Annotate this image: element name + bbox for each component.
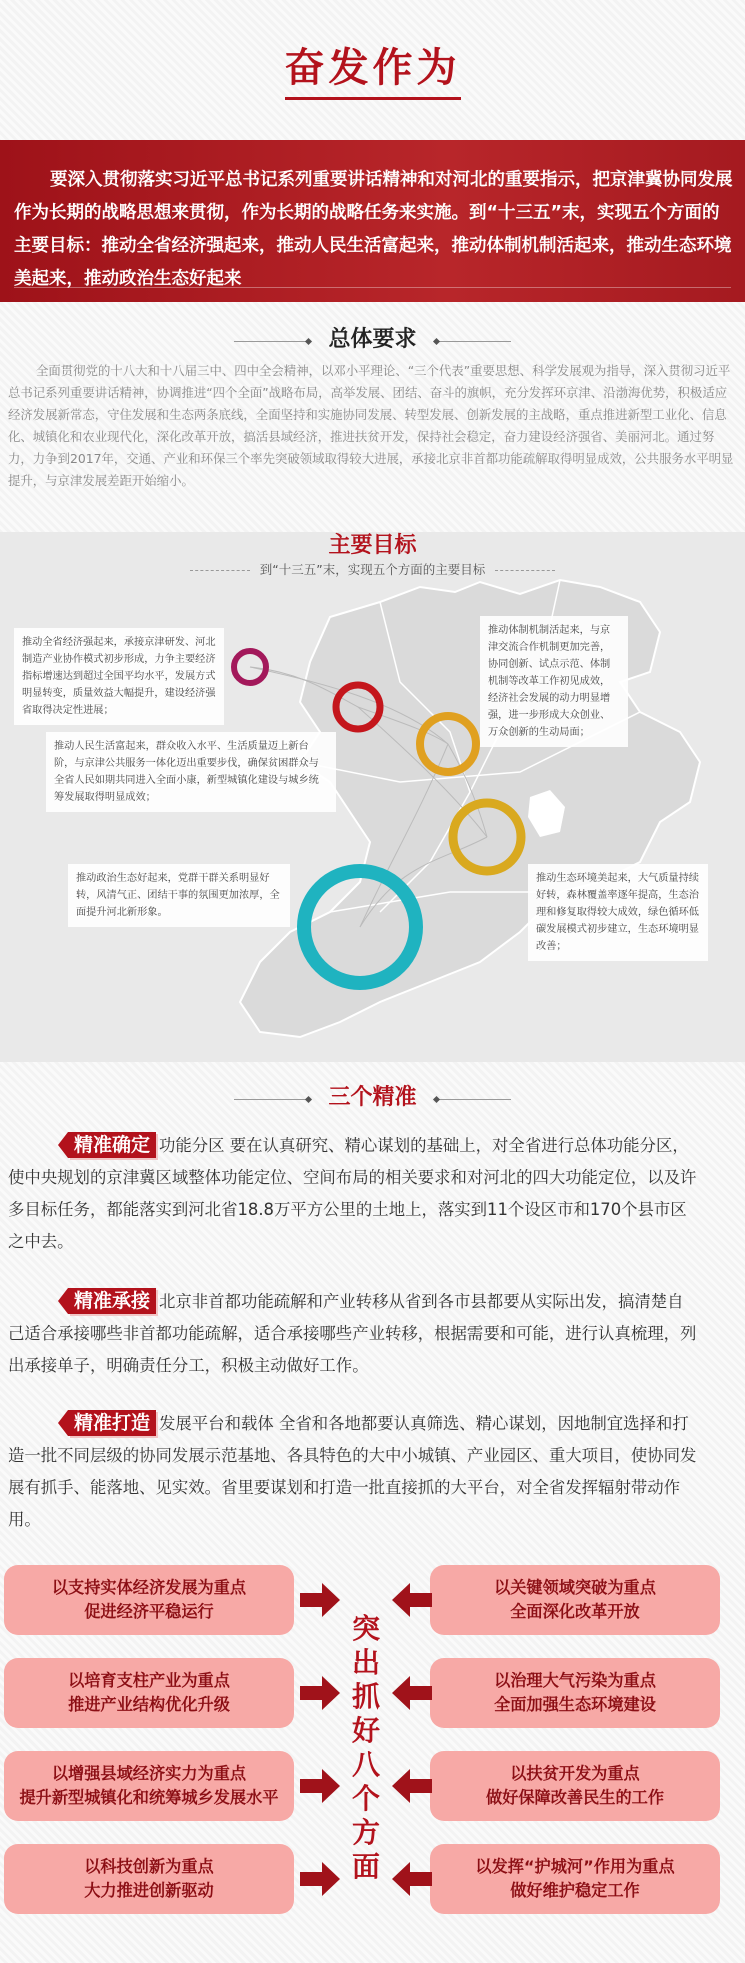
arrow-left-icon — [392, 1583, 432, 1617]
intro-text: 要深入贯彻落实习近平总书记系列重要讲话精神和对河北的重要指示，把京津冀协同发展作为长期的战略思想来贯彻，作为长期的战略任务来实施。到“十三五”末，实现五个方面的主要目标：推动全省经济强起来，推动人民生活富起来，推动体制机制活起来，推动生态环境美起来，推动政治生态好起来 — [14, 170, 733, 289]
arrow-right-icon — [300, 1769, 340, 1803]
heading-line-right — [436, 1099, 511, 1100]
subtitle-dash-left — [190, 570, 250, 571]
focus-left-1-line2: 促进经济平稳运行 — [84, 1602, 214, 1621]
arrow-right-icon — [300, 1862, 340, 1896]
goals-subtitle — [0, 560, 745, 578]
arrow-right-icon — [300, 1676, 340, 1710]
focus-right-1 — [430, 1565, 720, 1635]
focus-left-2-line2: 推进产业结构优化升级 — [68, 1695, 230, 1714]
focus-right-1-line1: 以关键领域突破为重点 — [494, 1578, 656, 1597]
focus-left-1 — [4, 1565, 294, 1635]
precise-tag-3: 精准打造 — [68, 1410, 156, 1436]
precise-item-2 — [8, 1286, 698, 1382]
goal-note-livelihood: 推动人民生活富起来，群众收入水平、生活质量迈上新台阶，与京津公共服务一体化迈出重要步伐，确保贫困群众与全省人民如期共同进入全面小康，新型城镇化建设与城乡统筹发展取得明显成效； — [46, 732, 336, 812]
goals-map-section — [0, 532, 745, 1062]
precise-heading-text: 三个精准 — [328, 1085, 417, 1110]
goal-note-ecology: 推动生态环境美起来，大气质量持续好转，森林覆盖率逐年提高，生态治理和修复取得较大成效，绿色循环低碳发展模式初步建立，生态环境明显改善； — [528, 864, 708, 961]
eight-focus-title: 突出抓好八个方面 — [351, 1612, 380, 1883]
goal-note-institution: 推动体制机制活起来，与京津交流合作机制更加完善，协同创新、试点示范、体制机制等改革工作初见成效，经济社会发展的动力明显增强，进一步形成大众创业、万众创新的生动局面； — [480, 616, 628, 747]
focus-left-4-line1: 以科技创新为重点 — [84, 1857, 214, 1876]
focus-right-1-line2: 全面深化改革开放 — [510, 1602, 640, 1621]
focus-left-4 — [4, 1844, 294, 1914]
focus-right-2-line2: 全面加强生态环境建设 — [494, 1695, 656, 1714]
goals-heading-text: 主要目标 — [328, 533, 417, 558]
focus-left-3-line2: 提升新型城镇化和统筹城乡发展水平 — [19, 1788, 279, 1807]
precise-heading — [0, 1080, 745, 1111]
focus-left-4-line2: 大力推进创新驱动 — [84, 1881, 214, 1900]
subtitle-dash-right — [495, 570, 555, 571]
arrow-left-icon — [392, 1769, 432, 1803]
focus-left-2-line1: 以培育支柱产业为重点 — [68, 1671, 230, 1690]
focus-right-2 — [430, 1658, 720, 1728]
heading-line-left — [234, 1099, 309, 1100]
heading-line-left — [234, 341, 309, 342]
precise-text-2: 北京非首都功能疏解和产业转移从省到各市县都要从实际出发，搞清楚自己适合承接哪些非首都功能疏解，适合承接哪些产业转移，根据需要和可能，进行认真梳理，列出承接单子，明确责任分工，积极主动做好工作。 — [8, 1292, 697, 1375]
focus-left-3-line1: 以增强县域经济实力为重点 — [51, 1764, 247, 1783]
overall-text: 全面贯彻党的十八大和十八届三中、四中全会精神，以邓小平理论、“三个代表”重要思想、科学发展观为指导，深入贯彻习近平总书记系列重要讲话精神，协调推进“四个全面”战略布局，高举发展、团结、奋斗的旗帜，充分发挥环京津、沿渤海优势，积极适应经济发展新常态，守住发展和生态两条底线，全面坚持和实施协同发展、转型发展、创新发展的主战略，重点推进新型工业化、信息化、城镇化和农业现代化，深化改革开放，搞活县域经济，推进扶贫开发，保持社会稳定，奋力建设经济强省、美丽河北。通过努力，力争到2017年，交通、产业和环保三个率先突破领域取得较大进展，承接北京非首都功能疏解取得明显成效，公共服务水平明显提升，与京津发展差距开始缩小。 — [8, 363, 734, 488]
focus-left-3 — [4, 1751, 294, 1821]
focus-left-1-line1: 以支持实体经济发展为重点 — [51, 1578, 247, 1597]
goal-note-politics: 推动政治生态好起来，党群干群关系明显好转，风清气正、团结干事的氛围更加浓厚，全面提升河北新形象。 — [68, 864, 290, 927]
arrow-left-icon — [392, 1676, 432, 1710]
precise-text-3: 发展平台和载体 全省和各地都要认真筛选、精心谋划，因地制宜选择和打造一批不同层级的协同发展示范基地、各具特色的大中小城镇、产业园区、重大项目，使协同发展有抓手、能落地、见实效。省里要谋划和打造一批直接抓的大平台，对全省发挥辐射带动作用。 — [8, 1414, 697, 1529]
goals-subtitle-text: 到“十三五”末，实现五个方面的主要目标 — [259, 562, 486, 577]
precise-text-1: 功能分区 要在认真研究、精心谋划的基础上，对全省进行总体功能分区，使中央规划的京津冀区域整体功能定位、空间布局的相关要求和对河北的四大功能定位，以及许多目标任务，都能落实到河北省18.8万平方公里的土地上，落实到11个设区市和170个县市区之中去。 — [8, 1136, 697, 1251]
focus-right-4-line2: 做好维护稳定工作 — [510, 1881, 640, 1900]
focus-left-2 — [4, 1658, 294, 1728]
page-title — [0, 36, 745, 100]
intro-banner — [0, 140, 745, 302]
focus-right-3-line1: 以扶贫开发为重点 — [510, 1764, 640, 1783]
precise-item-3 — [8, 1408, 698, 1536]
page-title-text: 奋发作为 — [285, 36, 461, 100]
focus-right-2-line1: 以治理大气污染为重点 — [494, 1671, 656, 1690]
precise-item-1 — [8, 1130, 698, 1258]
heading-line-right — [436, 341, 511, 342]
precise-tag-1: 精准确定 — [68, 1132, 156, 1158]
precise-tag-2: 精准承接 — [68, 1288, 156, 1314]
goals-heading — [0, 528, 745, 559]
arrow-left-icon — [392, 1862, 432, 1896]
focus-right-4-line1: 以发挥“护城河”作用为重点 — [475, 1857, 675, 1876]
overall-heading-text: 总体要求 — [328, 327, 417, 352]
intro-divider — [14, 287, 731, 288]
goal-note-economy: 推动全省经济强起来，承接京津研发、河北制造产业协作模式初步形成，力争主要经济指标增速达到超过全国平均水平，发展方式明显转变，质量效益大幅提升，建设经济强省取得决定性进展； — [14, 628, 224, 725]
focus-right-3 — [430, 1751, 720, 1821]
arrow-right-icon — [300, 1583, 340, 1617]
overall-heading — [0, 322, 745, 353]
focus-right-4 — [430, 1844, 720, 1914]
focus-right-3-line2: 做好保障改善民生的工作 — [485, 1788, 665, 1807]
